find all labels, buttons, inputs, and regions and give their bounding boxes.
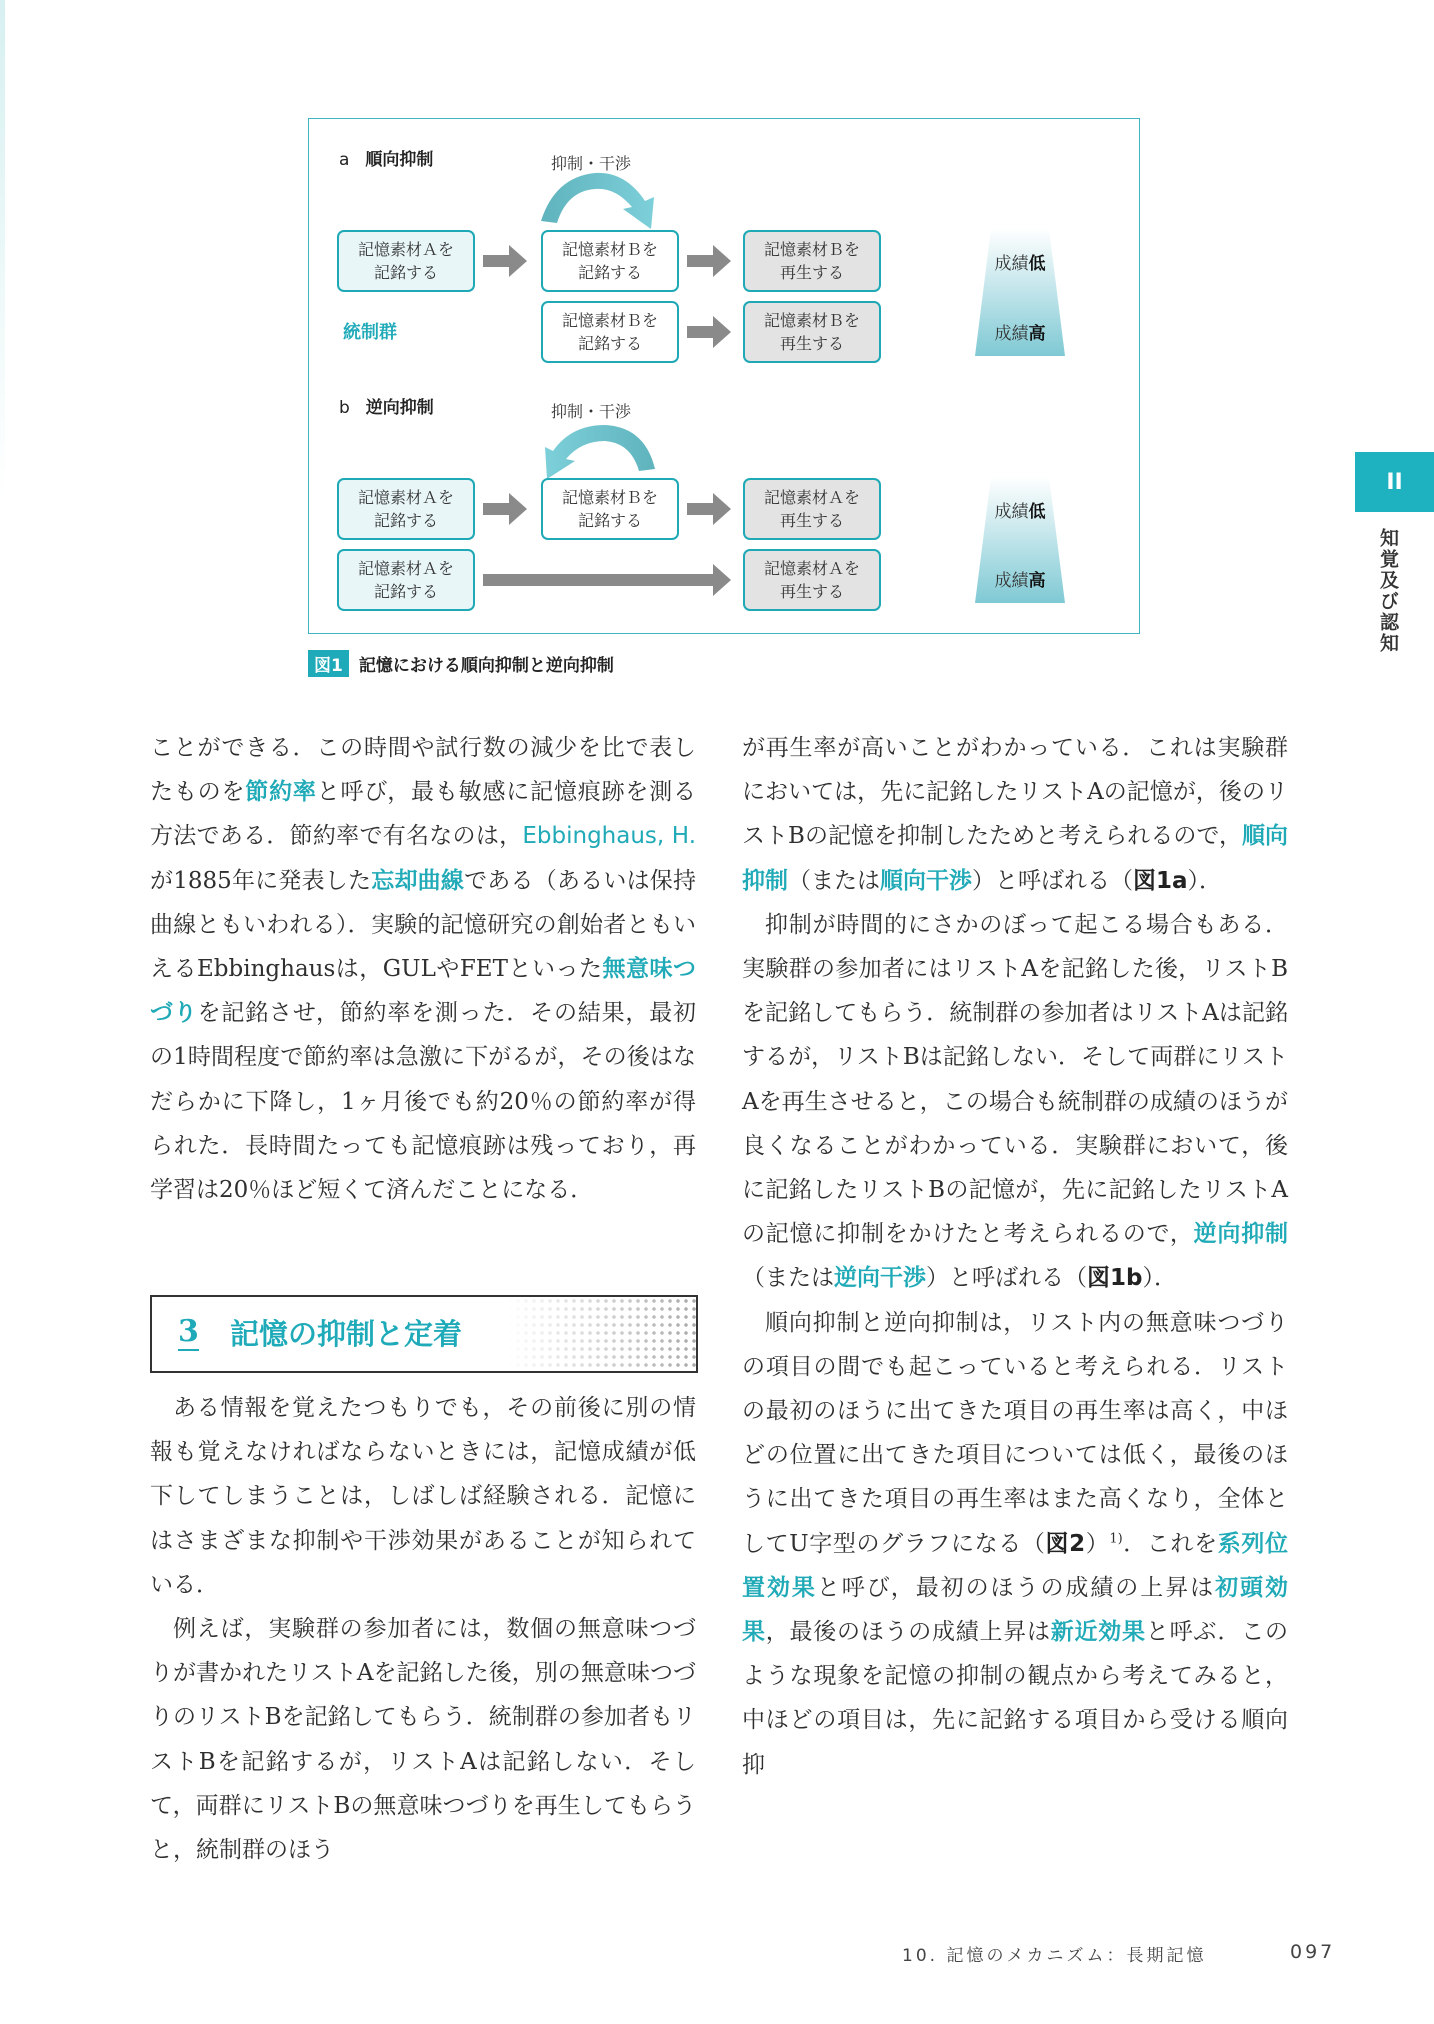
box-a-exp-encode-b: 記憶素材Ｂを 記銘する <box>541 230 679 292</box>
arrow-b-exp-1 <box>483 493 527 525</box>
text-run: を記銘させ，節約率を測った．その結果，最初の1時間程度で節約率は急激に下がるが，その後はなだらかに下降し，1ヶ月後でも約20％の節約率が得られた．長時間たっても記憶痕跡は残っており，再学習は20％ほど短くて済んだことになる． <box>150 1000 696 1204</box>
figure-section-b-title: b 逆向抑制 <box>339 398 434 418</box>
running-footer-title: 10. 記憶のメカニズム：長期記憶 <box>902 1946 1207 1966</box>
interference-label-b: 抑制・干渉 <box>551 402 632 421</box>
text-run: ）． <box>1187 867 1223 894</box>
text-run: ） <box>1085 1530 1110 1557</box>
keyword-term: 初頭効果 <box>742 1574 1288 1646</box>
keyword-term: 順向干渉 <box>880 867 972 894</box>
text-run: ．これを <box>1122 1530 1218 1557</box>
chapter-part-tab: II <box>1355 452 1434 512</box>
interference-arc-forward <box>541 173 654 229</box>
figure-section-a-title: a 順向抑制 <box>339 150 434 170</box>
box-a-exp-recall-b: 記憶素材Ｂを 再生する <box>743 230 881 292</box>
text-run: ）と呼ばれる（ <box>972 867 1133 894</box>
citation-superscript: 1) <box>1109 1531 1123 1546</box>
left-paragraph-2: ある情報を覚えたつもりでも，その前後に別の情報も覚えなければならないときには，記憶成績が低下してしまうことは，しばしば経験される．記憶にはさまざまな抑制や干渉効果があることが知られている． <box>150 1395 696 1598</box>
text-run: と呼び，最初のほうの成績の上昇は <box>816 1574 1216 1601</box>
arrow-a-exp-2 <box>687 245 731 277</box>
left-column <box>150 726 696 1212</box>
text-run: である（あるいは保持曲線ともいわれる）．実験的記憶研究の創始者ともいえるEbbinghausは，GULやFETといった <box>150 867 697 983</box>
text-run: 順向抑制と逆向抑制は，リスト内の無意味つづりの項目の間でも起こっていると考えられる．リストの最初のほうに出てきた項目の再生率は高く，中ほどの位置に出てきた項目については低く，最後のほうに出てきた項目の再生率はまた高くなり，全体としてU字型のグラフになる（ <box>742 1309 1288 1557</box>
keyword-term: 系列位置効果 <box>742 1530 1289 1601</box>
keyword-term: 無意味つづり <box>150 956 697 1027</box>
keyword-term: 順向抑制 <box>742 823 1288 894</box>
box-a-ctl-recall-b: 記憶素材Ｂを 再生する <box>743 301 881 363</box>
right-paragraph-3 <box>742 1301 1288 1787</box>
score-high-a: 成績高 <box>994 324 1046 344</box>
text-run: ）と呼ばれる（ <box>926 1265 1087 1292</box>
right-paragraph-2 <box>742 903 1288 1301</box>
figure-caption <box>308 650 614 677</box>
group-label-control-a: 統制群 <box>343 322 397 343</box>
page-edge-decoration <box>0 0 5 500</box>
keyword-term: 逆向抑制 <box>1193 1221 1289 1248</box>
figure-reference: 図1b <box>1087 1265 1143 1292</box>
box-b-ctl-encode-a: 記憶素材Ａを 記銘する <box>337 549 475 611</box>
left-paragraph-1 <box>150 726 696 1212</box>
right-paragraph-1 <box>742 726 1288 903</box>
score-low-b: 成績低 <box>994 502 1046 522</box>
figure-number-badge: 図1 <box>308 650 349 677</box>
interference-label-a: 抑制・干渉 <box>551 154 632 173</box>
chapter-part-label: 知覚及び認知 <box>1377 528 1399 654</box>
keyword-term: 新近効果 <box>1050 1619 1146 1646</box>
arrow-a-ctl-2 <box>687 316 731 348</box>
text-run: （または <box>742 1265 834 1292</box>
keyword-term: 節約率 <box>245 779 317 806</box>
figure-1 <box>308 118 1140 634</box>
section-number: 3 <box>178 1314 199 1349</box>
score-high-b: 成績高 <box>994 571 1046 591</box>
box-b-ctl-recall-a: 記憶素材Ａを 再生する <box>743 549 881 611</box>
keyword-term: 逆向干渉 <box>834 1265 926 1292</box>
text-run: と呼び，最も敏感に記憶痕跡を測る方法である．節約率で有名なのは， <box>150 779 697 850</box>
text-run: が1885年に発表した <box>150 867 372 894</box>
arrow-b-ctl-long <box>483 564 731 596</box>
box-b-exp-recall-a: 記憶素材Ａを 再生する <box>743 478 881 540</box>
left-column-lower <box>150 1386 696 1872</box>
page-number: 097 <box>1290 1941 1336 1963</box>
interference-arc-backward <box>545 425 655 479</box>
left-paragraph-3: 例えば，実験群の参加者には，数個の無意味つづりが書かれたリストAを記銘した後，別の無意味つづりのリストBを記銘してもらう．統制群の参加者もリストBを記銘するが，リストAは記銘しない．そして，両群にリストBの無意味つづりを再生してもらうと，統制群のほう <box>150 1616 696 1864</box>
keyword-term: 忘却曲線 <box>371 867 465 894</box>
section-title: 記憶の抑制と定着 <box>230 1317 463 1351</box>
box-a-exp-encode-a: 記憶素材Ａを 記銘する <box>337 230 475 292</box>
text-run: が再生率が高いことがわかっている．これは実験群においては，先に記銘したリストAの記憶が，後のリストBの記憶を抑制したためと考えられるので， <box>742 735 1288 850</box>
text-run: ことができる．この時間や試行数の減少を比で表したものを <box>150 735 696 806</box>
text-run: と呼ぶ．このような現象を記憶の抑制の観点から考えてみると，中ほどの項目は，先に記銘する項目から受ける順向抑 <box>742 1619 1289 1778</box>
text-run: ，最後のほうの成績上昇は <box>765 1619 1051 1646</box>
box-b-exp-encode-a: 記憶素材Ａを 記銘する <box>337 478 475 540</box>
box-b-exp-encode-b: 記憶素材Ｂを 記銘する <box>541 478 679 540</box>
keyword-person: Ebbinghaus, H. <box>522 823 697 850</box>
arrow-b-exp-2 <box>687 493 731 525</box>
box-a-ctl-encode-b: 記憶素材Ｂを 記銘する <box>541 301 679 363</box>
figure-caption-text: 記憶における順向抑制と逆向抑制 <box>358 656 614 676</box>
text-run: 抑制が時間的にさかのぼって起こる場合もある．実験群の参加者にはリストAを記銘した後，リストBを記銘してもらう．統制群の参加者はリストAは記銘するが，リストBは記銘しない．そして両群にリストAを再生させると，この場合も統制群の成績のほうが良くなることがわかっている．実験群において，後に記銘したリストBの記憶が，先に記銘したリストAの記憶に抑制をかけたと考えられるので， <box>742 911 1288 1248</box>
right-column <box>742 726 1288 1787</box>
halftone-decoration <box>506 1297 696 1371</box>
arrow-a-exp-1 <box>483 245 527 277</box>
text-run: （または <box>788 867 880 894</box>
section-heading-3 <box>150 1295 698 1373</box>
figure-reference: 図1a <box>1133 867 1188 894</box>
figure-reference: 図2 <box>1045 1530 1086 1557</box>
text-run: ）． <box>1142 1265 1177 1292</box>
score-low-a: 成績低 <box>994 254 1046 274</box>
